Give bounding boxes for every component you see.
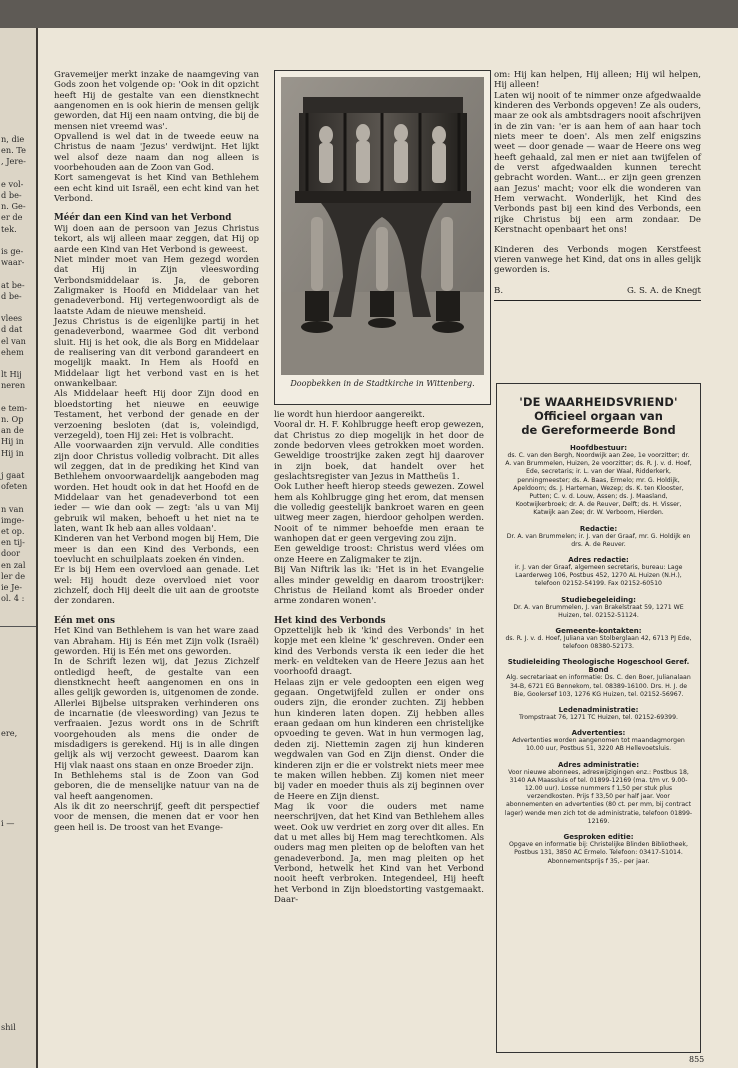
left-page-fragment: ere,	[1, 728, 18, 738]
paragraph: Vooral dr. H. F. Kohlbrugge heeft erop gewezen, dat Christus zo diep mogelijk in het door de zonde bedorven vlees getrokken moet worden. Geweldige troostrijke zaken zegt hij daarover in zijn boek, dat handelt over het geslachtsregister van Jezus in Mattheüs 1.	[274, 420, 484, 483]
colophon-section-heading: Gesproken editie:	[563, 833, 634, 842]
colophon-subtitle-2: de Gereformeerde Bond	[521, 423, 676, 437]
paragraph: Kort samengevat is het Kind van Bethlehem een echt kind uit Israël, een echt kind van het Verbond.	[54, 173, 259, 205]
left-page-fragment: , Jere-	[1, 156, 26, 167]
left-page-fragment: shil	[1, 1022, 16, 1032]
author-name: G. S. A. de Knegt	[626, 285, 701, 296]
left-page-fragment: imge-	[1, 514, 25, 525]
left-page-fragment: is ge-	[1, 246, 24, 256]
paragraph: om: Hij kan helpen, Hij alleen; Hij wil helpen, Hij alleen!	[494, 70, 701, 91]
left-page-fragment: er de	[1, 212, 23, 223]
colophon-section-body: ir. J. van der Graaf, algemeen secretaris, bureau: Lage Laarderweg 106, Postbus 452, 1270 AL Huizen (N.H.), telefoon 02152-54199. Fax 02152-60510	[514, 564, 683, 588]
colophon-title: 'DE WAARHEIDSVRIEND'	[519, 395, 678, 409]
left-page-fragment: ofeten	[1, 481, 28, 492]
paragraph: Er is bij Hem een overvloed aan genade. Let wel: Hij houdt deze overvloed niet voor zichzelf, doch Hij deelt die uit aan de grootste der zondaren.	[54, 565, 259, 607]
paragraph: Niet minder moet van Hem gezegd worden dat Hij in Zijn vleeswording Verbondsmiddelaar is. Ja, de geboren Zaligmaker is Hoofd en Middelaar van het genadeverbond. Hij vertegenwoordigt als de laatste Adam de nieuwe mensheid.	[54, 255, 259, 317]
paragraph: Opvallend is wel dat in de tweede eeuw na Christus de naam 'Jezus' verdwijnt. Het lijkt wel alsof deze naam dan nog alleen is voorbehouden aan de Zoon van God.	[54, 132, 259, 174]
left-page-fragment: et op.	[1, 526, 25, 536]
left-page-fragment: ol. 4 :	[1, 593, 25, 604]
paragraph: Mag ik voor die ouders met name neerschrijven, dat het Kind van Bethlehem alles weet. Ook uw verdriet en zorg over dit alles. En dat u met alles bij Hem mag terechtkomen. Als ouders mag men pleiten op de beloften van het genadeverbond. Ja, men mag pleiten op het Verbond, hetwelk het Kind van het Verbond nooit heeft verbroken. Integendeel, Hij heeft het Verbond in Zijn bloedstorting vastgemaakt. Daar-	[274, 801, 484, 905]
colophon-section-body: Advertenties worden aangenomen tot maandagmorgen 10.00 uur, Postbus 51, 3220 AB Hellevoetsluis.	[512, 737, 685, 753]
left-page-fragment: ehem	[1, 346, 24, 357]
left-page-fragment: Hij in	[1, 447, 24, 458]
colophon-section-body: Trompstraat 76, 1271 TC Huizen, tel. 02152-69399.	[518, 714, 679, 722]
left-page-fragment: n. Op	[1, 414, 24, 424]
colophon-section-heading: Gemeente-kontakten:	[555, 627, 642, 636]
paragraph: Als Middelaar heeft Hij door Zijn dood en bloedstorting het nieuwe en eeuwige Testament, het verbond der genade en der verzoening besloten (dat is, voleindigd, verzegeld), toen Hij zei: Het is volbracht.	[54, 389, 259, 441]
left-page-fragment: tek.	[1, 223, 17, 234]
left-page-fragment: an de	[1, 425, 24, 436]
colophon-section-heading: Hoofdbestuur:	[569, 444, 628, 452]
left-page-fragment: e tem-	[1, 402, 28, 413]
left-page-fragment: vlees	[1, 313, 23, 324]
signature-initial: B.	[494, 285, 504, 296]
colophon-section-heading: Adres redactie:	[568, 556, 629, 565]
left-page-fragment: n. Ge-	[1, 201, 26, 212]
left-page-fragment: d dat	[1, 324, 23, 335]
left-page-fragment: ler de	[1, 570, 26, 581]
article-column-2	[274, 410, 484, 905]
colophon-section-body: Alg. secretariaat en informatie: Ds. C. den Boer, Julianalaan 34-B, 6721 EG Bennekom, tel. 08389-16100. Drs. H. J. de Bie, Goolersef 103, 1276 KG Huizen, tel. 02152-56967.	[506, 674, 691, 698]
colophon-section-body: ds. C. van den Bergh, Noordwijk aan Zee, 1e voorzitter; dr. A. van Brummelen, Huizen, 2e voorzitter; ds. R. J. v. d. Hoef, Ede, secretaris; ir. L. van der Waal, Ridderkerk, penningmeester; ds. A. Baas, Ermelo; mr. G. Holdijk, Apeldoorn; ds. J. Harteman, Wezep; ds. K. ten Klooster, Putten; C. v. d. Louw, Assen; ds. J. Maasland, Kootwijkerbroek; dr. A. de Reuver, Delft; ds. H. Visser, Katwijk aan Zee; dr. W. Verboom, Hierden.	[505, 452, 692, 517]
paragraph: Opzettelijk heb ik 'kind des Verbonds' in het kopje met een kleine 'k' geschreven. Onder een kind des Verbonds versta ik een ieder die het merk- en veldteken van de Heere Jezus aan het voorhoofd draagt.	[274, 626, 484, 678]
article-column-3-text	[494, 70, 701, 276]
left-page-fragment: en zal	[1, 559, 26, 570]
baptismal-font-photo	[281, 77, 484, 375]
magazine-page	[38, 28, 738, 1068]
paragraph: Alle voorwaarden zijn vervuld. Alle condities zijn door Christus volledig volbracht. Dit alles wil zeggen, dat in de prediking het Kind van Bethlehem onvoorwaardelijk aangeboden mag worden. Het houdt ook in dat het Hoofd en de Middelaar van het genadeverbond tot een ieder — wie dan ook — zegt: 'als u van Mij gebruik wil maken, behoeft u het niet na te laten, want Ik heb aan alles voldaan'.	[54, 441, 259, 534]
left-page-fragment: el van	[1, 335, 26, 346]
colophon-section-body: Voor nieuwe abonnees, adreswijzigingen enz.: Postbus 18, 3140 AA Maassluis of tel. 01899-12169 (ma. t/m vr. 9.00-12.00 uur). Losse nummers f 1,50 per stuk plus verzendkosten. Prijs f 33,50 per half jaar. Voor abonnementen en advertenties (80 ct. per mm, bij contract lager) wende men zich tot de administratie, telefoon 01899-12169.	[504, 768, 693, 825]
left-page-fragment: n, die	[1, 134, 25, 144]
section-heading: Eén met ons	[54, 615, 116, 626]
paragraph: Wij doen aan de persoon van Jezus Christus tekort, als wij alleen maar zeggen, dat Hij op aarde een Kind van Het Verbond is geweest.	[54, 223, 259, 255]
left-page-fragment: lt Hij	[1, 369, 22, 380]
colophon-section-heading: Adres administratie:	[557, 760, 640, 769]
left-page-fragment: e vol-	[1, 178, 24, 189]
colophon-section-body: Dr. A. van Brummelen, J. van Brakelstraat 59, 1271 WE Huizen, tel. 02152-51124.	[513, 603, 684, 619]
signature-line	[494, 286, 701, 296]
paragraph: In de Schrift lezen wij, dat Jezus Zichzelf ontledigd heeft, de gestalte van een dienstknecht heeft aangenomen en ons in alles gelijk geworden is, uitgenomen de zonde. Allerlei Bijbelse uitspraken verhinderen ons de incarnatie (de vleeswording) van Jezus te verfraaien. Jezus wordt ons in de Schrift voorgehouden als mens die onder de misdadigers is gerekend. Hij is in alle dingen gelijk als wij verzocht geweest. Daarom kan Hij vlak naast ons staan en onze Broeder zijn.	[54, 657, 259, 771]
paragraph: Laten wij nooit of te nimmer onze afgedwaalde kinderen des Verbonds opgeven! Ze als ouders, maar ze ook als ambtsdragers nooit afschrijven in de zin van: 'er is aan hem of aan haar toch niets meer te doen'. Als men zelf enigszins weet — door genade — waar de Heere ons weg heeft gehaald, zal men er niet aan twijfelen of de verst afgedwaalden kunnen terecht gebracht worden. Want... er zijn geen grenzen aan Jezus' macht; voor elk die wonderen van Hem verwacht. Wonderlijk, het Kind des Verbonds past bij een kind des Verbonds, een rijke Christus bij een arm zondaar. De Kerstnacht openbaart het ons!	[494, 90, 702, 236]
paragraph: Als ik dit zo neerschrijf, geeft dit perspectief voor de mensen, die menen dat er voor hen geen heil is. De troost van het Evange-	[54, 802, 259, 833]
paragraph: Het Kind van Bethlehem is van het ware zaad van Abraham. Hij is Eén met Zijn volk (Israël) geworden. Hij is Eén met ons geworden.	[54, 626, 259, 657]
left-page-fragment: neren	[1, 380, 26, 391]
colophon-box	[496, 383, 701, 1053]
paragraph: Bij Van Niftrik las ik: 'Het is in het Evangelie alles minder geweldig en daarom troostrijker: Christus de Heiland komt als Broeder onder arme zondaren wonen'.	[274, 565, 484, 607]
paragraph: lie wordt hun hierdoor aangereikt.	[274, 410, 425, 420]
colophon-section-body: Opgave en informatie bij: Christelijke Blinden Bibliotheek, Postbus 131, 3850 AC Ermelo. Telefoon: 03417-51014. Abonnementsprijs f 35,- per jaar.	[509, 841, 688, 865]
paragraph: Helaas zijn er vele gedoopten een eigen weg gegaan. Ongetwijfeld zullen er onder ons ouders zijn, die eronder zuchten. Zij hebben hun kinderen laten dopen. Zij hebben alles eraan gedaan om hun kinderen een christelijke opvoeding te geven. Wat in hun vermogen lag, deden zij. Niettemin zagen zij hun kinderen wegdwalen van God en Zijn dienst. Onder die kinderen zijn er die er volstrekt niets meer mee te maken willen hebben. Zij komen niet meer bij vader en moeder thuis als zij beginnen over de Heere en Zijn dienst.	[274, 677, 484, 802]
colophon-section-heading: Redactie:	[579, 524, 618, 533]
photo-caption: Doopbekken in de Stadtkirche in Wittenberg.	[290, 379, 475, 388]
left-page-fragment: n van	[1, 503, 24, 514]
paragraph: Kinderen des Verbonds mogen Kerstfeest vieren vanwege het Kind, dat ons in alles gelijk geworden is.	[494, 244, 701, 276]
paragraph: In Bethlehems stal is de Zoon van God geboren, die de menselijke natuur van na de val heeft aangenomen.	[54, 771, 259, 802]
photo-frame	[274, 70, 491, 405]
baptismal-font-image	[281, 77, 484, 375]
left-page-fragment: en. Te	[1, 145, 26, 156]
column-end-rule	[494, 300, 701, 301]
left-page-fragment: ie Je-	[1, 582, 22, 592]
section-heading: Méér dan een Kind van het Verbond	[54, 213, 232, 224]
article-column-1	[54, 70, 259, 833]
colophon-section-body: ds. R. J. v. d. Hoef, Juliana van Stolberglaan 42, 6713 PJ Ede, telefoon 08380-52173.	[505, 635, 692, 651]
colophon-sections	[497, 444, 700, 866]
left-page-edge	[0, 28, 38, 1068]
paragraph: Kinderen van het Verbond mogen bij Hem, Die meer is dan een Kind des Verbonds, een toevlucht en schuilplaats zoeken én vinden.	[54, 534, 259, 565]
left-page-fragment: at be-	[1, 279, 25, 290]
article-column-3	[494, 70, 701, 301]
paragraph-spacer	[494, 236, 701, 245]
paragraph: Jezus Christus is de eigenlijke partij in het genadeverbond, waarmee God dit verbond sluit. Hij is het ook, die als Borg en Middelaar de realisering van dit verbond garandeert en mogelijk maakt. In Hem als Hoofd en Middelaar ligt het verbond vast en is het onwankelbaar.	[54, 317, 259, 390]
section-heading: Het kind des Verbonds	[274, 615, 386, 626]
colophon-section-heading: Advertenties:	[571, 729, 626, 738]
left-page-divider	[0, 626, 36, 627]
colophon-section-heading: Studiebegeleiding:	[561, 595, 636, 604]
paragraph: Ook Luther heeft hierop steeds gewezen. Zowel hem als Kohlbrugge ging het erom, dat mensen die volledig geestelijk bankroet waren en geen uitweg meer zagen, hierdoor geholpen werden. Nooit of te nimmer behoefde men eraan te wanhopen dat er geen vergeving zou zijn.	[274, 482, 484, 545]
paragraph: Gravemeijer merkt inzake de naamgeving van Gods zoon het volgende op: 'Ook in dit opzicht heeft Hij de gestalte van een dienstknecht aangenomen en is ook hierin de mensen gelijk geworden, dat Hij een naam ontving, die bij de mensen niet vreemd was'.	[54, 70, 259, 132]
left-page-fragment: d be-	[1, 190, 22, 200]
left-page-fragment: waar-	[1, 257, 25, 268]
page-number: 855	[689, 1055, 705, 1064]
colophon-subtitle-1: Officieel orgaan van	[534, 409, 663, 423]
left-page-fragment: door	[1, 548, 21, 559]
left-page-fragment: j gaat	[1, 470, 25, 480]
left-page-fragment: Hij in	[1, 436, 24, 447]
colophon-section-body: Dr. A. van Brummelen; ir. J. van der Graaf, mr. G. Holdijk en drs. A. de Reuver.	[506, 532, 691, 548]
left-page-fragment: d be-	[1, 290, 22, 301]
paragraph: Een geweldige troost: Christus werd vlées om onze Heere en Zaligmaker te zijn.	[274, 544, 484, 565]
colophon-section-heading: Ledenadministratie:	[558, 706, 639, 715]
left-page-fragment: i —	[1, 818, 15, 828]
colophon-section-heading: Studieleiding Theologische Hogeschool Geref. Bond	[507, 658, 690, 675]
left-page-fragment: en tij-	[1, 537, 25, 548]
